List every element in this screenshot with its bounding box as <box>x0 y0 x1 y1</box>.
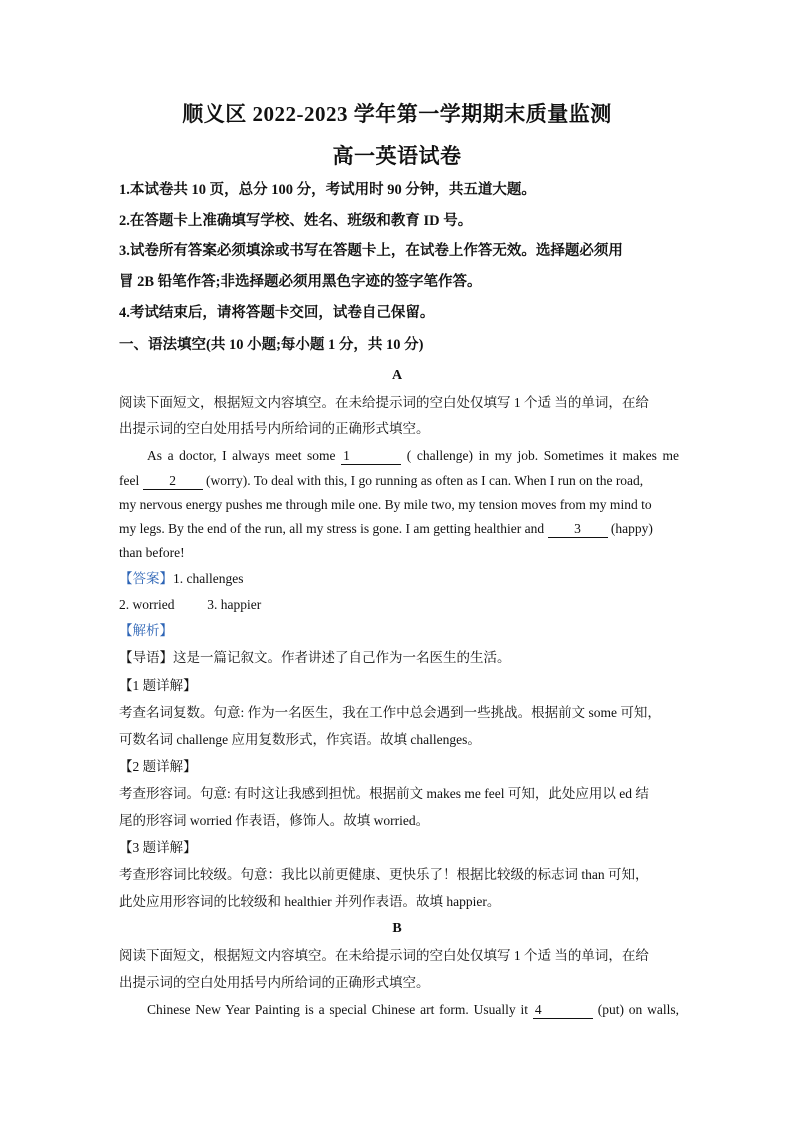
blank-1[interactable]: 1 <box>341 448 401 465</box>
instruction-3-cont: 冒 2B 铅笔作答;非选择题必须用黑色字迹的签字笔作答。 <box>119 274 482 290</box>
instruction-2: 2.在答题卡上准确填写学校、姓名、班级和教育 ID 号。 <box>119 213 473 229</box>
answer-label: 【答案】 <box>119 571 173 586</box>
instruction-3: 3.试卷所有答案必须填涂或书写在答题卡上，在试卷上作答无效。选择题必须用 <box>119 243 623 259</box>
passage-text: (happy) <box>610 521 653 536</box>
answer-2: 2. worried <box>119 597 175 612</box>
answer-row-1 <box>119 569 679 589</box>
section-heading: 一、语法填空(共 10 小题;每小题 1 分，共 10 分) <box>119 337 424 353</box>
part-b-directions-2: 出提示词的空白处用括号内所给词的正确形式填空。 <box>119 975 430 990</box>
q2-line-2: 尾的形容词 worried 作表语，修饰人。故填 worried。 <box>119 813 430 828</box>
answer-3: 3. happier <box>207 597 262 612</box>
q2-line-1: 考查形容词。句意: 有时这让我感到担忧。根据前文 makes me feel 可知，此处应用以 ed 结 <box>119 786 649 801</box>
passage-line-4 <box>119 519 679 539</box>
part-b-directions-1: 阅读下面短文，根据短文内容填空。在未给提示词的空白处仅填写 1 个适 当的单词，在给 <box>119 948 649 963</box>
passage-line-2 <box>119 471 679 491</box>
passage-text: Chinese New Year Painting is a special Chinese art form. Usually it <box>147 1002 528 1017</box>
passage-line-5: than before! <box>119 545 185 560</box>
guide-text: 这是一篇记叙文。作者讲述了自己作为一名医生的生活。 <box>173 650 511 665</box>
instruction-1: 1.本试卷共 10 页，总分 100 分，考试用时 90 分钟，共五道大题。 <box>119 182 536 198</box>
passage-text: (put) on walls, <box>597 1002 680 1017</box>
passage-text: my legs. By the end of the run, all my stress is gone. I am getting healthier and <box>119 521 545 536</box>
q1-line-1: 考查名词复数。句意: 作为一名医生，我在工作中总会遇到一些挑战。根据前文 some 可知， <box>119 705 661 720</box>
guide-label: 【导语】 <box>119 650 173 665</box>
q2-label: 【2 题详解】 <box>119 759 197 774</box>
passage-text: feel <box>119 473 140 488</box>
part-b-label: B <box>392 921 402 936</box>
blank-3[interactable]: 3 <box>548 521 608 538</box>
part-a-directions-1: 阅读下面短文，根据短文内容填空。在未给提示词的空白处仅填写 1 个适 当的单词，在给 <box>119 395 649 410</box>
q1-line-2: 可数名词 challenge 应用复数形式，作宾语。故填 challenges。 <box>119 732 481 747</box>
q3-line-1: 考查形容词比较级。句意：我比以前更健康、更快乐了！根据比较级的标志词 than 可知， <box>119 867 649 882</box>
passage-b-line-1 <box>119 1000 679 1020</box>
passage-text: ( challenge) in my job. Sometimes it makes me <box>406 448 680 463</box>
blank-4[interactable]: 4 <box>533 1002 593 1019</box>
q3-line-2: 此处应用形容词的比较级和 healthier 并列作表语。故填 happier。 <box>119 894 501 909</box>
passage-text: As a doctor, I always meet some <box>147 448 336 463</box>
passage-line-1 <box>119 446 679 466</box>
q1-label: 【1 题详解】 <box>119 678 197 693</box>
page-title: 顺义区 2022-2023 学年第一学期期末质量监测 <box>182 102 612 126</box>
answer-row-2 <box>119 595 679 615</box>
answer-1: 1. challenges <box>173 571 244 586</box>
part-a-directions-2: 出提示词的空白处用括号内所给词的正确形式填空。 <box>119 421 430 436</box>
passage-line-3: my nervous energy pushes me through mile one. By mile two, my tension moves from my mind to <box>119 497 652 512</box>
analysis-label: 【解析】 <box>119 623 173 638</box>
guide-line <box>119 648 679 668</box>
instruction-4: 4.考试结束后，请将答题卡交回，试卷自己保留。 <box>119 305 435 321</box>
blank-2[interactable]: 2 <box>143 473 203 490</box>
page-subtitle: 高一英语试卷 <box>332 144 462 168</box>
q3-label: 【3 题详解】 <box>119 840 197 855</box>
part-a-label: A <box>391 368 403 383</box>
passage-text: (worry). To deal with this, I go running as often as I can. When I run on the road, <box>205 473 644 488</box>
